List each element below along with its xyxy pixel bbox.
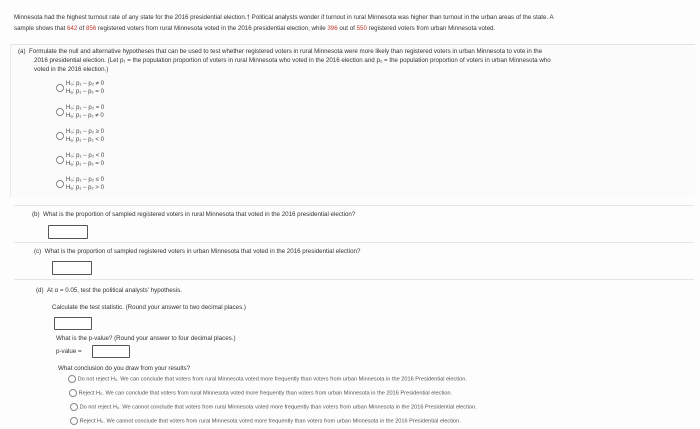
part-a-text: Formulate the null and alternative hypotheses that can be used to test whether registered voters in rural Minnesota were more likely than registered voters in urban Minnesota to vote in the bbox=[29, 48, 543, 55]
radio-button[interactable] bbox=[56, 156, 64, 164]
ha-text: Hₐ: p₁ − p₂ = 0 bbox=[66, 161, 104, 167]
conclusion-text: Do not reject H₀. We can conclude that voters from rural Minnesota voted more frequently than voters from urban Minnesota in the 2016 Presidential election. bbox=[77, 376, 467, 383]
ha-text: Hₐ: p₁ − p₂ < 0 bbox=[66, 137, 104, 143]
radio-button[interactable] bbox=[56, 180, 64, 188]
hypothesis-option-1[interactable] bbox=[56, 80, 104, 96]
radio-button[interactable] bbox=[56, 132, 64, 140]
part-b-question bbox=[32, 211, 355, 218]
test-statistic-input[interactable] bbox=[54, 317, 92, 330]
part-d-intro: At α = 0.05, test the political analysts' hypothesis. bbox=[47, 287, 182, 294]
part-a-question bbox=[18, 47, 551, 74]
part-a-line-2: 2016 presidential election. (Let p₁ = the population proportion of voters in rural Minnesota who voted in the 2016 election and p₂ = the population proportion of voters in urban Minnesota who bbox=[34, 57, 551, 64]
h0-text: H₀: p₁ − p₂ ≤ 0 bbox=[66, 177, 104, 183]
radio-button[interactable] bbox=[68, 375, 76, 383]
ha-text: Hₐ: p₁ − p₂ = 0 bbox=[66, 89, 104, 95]
problem-intro bbox=[14, 12, 554, 34]
conclusion-option-3[interactable] bbox=[70, 403, 477, 411]
intro-line-2 bbox=[14, 23, 554, 34]
divider bbox=[14, 242, 694, 243]
pvalue-prompt: What is the p-value? (Round your answer to four decimal places.) bbox=[56, 335, 236, 342]
test-statistic-prompt: Calculate the test statistic. (Round your answer to two decimal places.) bbox=[52, 304, 246, 311]
intro-text: registered voters from rural Minnesota voted in the 2016 presidential election, while bbox=[96, 25, 328, 32]
hypothesis-option-3[interactable] bbox=[56, 128, 104, 144]
part-c-label: (c) bbox=[34, 248, 42, 255]
radio-button[interactable] bbox=[70, 417, 78, 425]
part-a-label: (a) bbox=[18, 48, 26, 55]
conclusion-prompt: What conclusion do you draw from your results? bbox=[58, 365, 191, 372]
hypothesis-option-4[interactable] bbox=[56, 152, 104, 168]
part-a-line-3: voted in the 2016 election.) bbox=[34, 66, 109, 73]
part-d-question bbox=[36, 287, 182, 294]
radio-button[interactable] bbox=[70, 403, 78, 411]
rural-voted-value: 642 bbox=[66, 25, 78, 32]
urban-total-value: 550 bbox=[356, 25, 367, 32]
intro-text: out of bbox=[337, 25, 357, 32]
part-b-label: (b) bbox=[32, 211, 40, 218]
part-b-text: What is the proportion of sampled registered voters in rural Minnesota that voted in the 2016 presidential election? bbox=[43, 211, 356, 218]
part-c-question bbox=[34, 248, 360, 255]
conclusion-option-2[interactable] bbox=[69, 389, 452, 397]
pvalue-label: p-value = bbox=[56, 348, 82, 355]
conclusion-text: Do not reject H₀. We cannot conclude that voters from rural Minnesota voted more frequently than voters from urban Minnesota in the 2016 Presidential election. bbox=[79, 404, 477, 411]
intro-line-1: Minnesota had the highest turnout rate of any state for the 2016 presidential election.† Political analysts wonder if turnout in rural Minnesota was higher than turnout in the urban areas of the state. A bbox=[14, 14, 554, 21]
conclusion-option-4[interactable] bbox=[70, 417, 461, 425]
part-a-line-1 bbox=[18, 47, 551, 56]
ha-text: Hₐ: p₁ − p₂ ≠ 0 bbox=[66, 113, 104, 119]
urban-voted-value: 396 bbox=[327, 25, 338, 32]
hypothesis-option-5[interactable] bbox=[56, 176, 104, 192]
conclusion-option-1[interactable] bbox=[68, 375, 467, 383]
h0-text: H₀: p₁ − p₂ ≠ 0 bbox=[66, 81, 104, 87]
conclusion-text: Reject H₀. We cannot conclude that voters from rural Minnesota voted more frequently than voters from urban Minnesota in the 2016 Presidential election. bbox=[79, 418, 461, 425]
hypothesis-option-2[interactable] bbox=[56, 104, 104, 120]
intro-text: registered voters from urban Minnesota voted. bbox=[366, 25, 496, 32]
ha-text: Hₐ: p₁ − p₂ > 0 bbox=[66, 185, 104, 191]
intro-text: sample shows that bbox=[14, 25, 67, 32]
h0-text: H₀: p₁ − p₂ ≥ 0 bbox=[66, 129, 104, 135]
part-d-label: (d) bbox=[36, 287, 44, 294]
divider bbox=[14, 279, 694, 280]
part-c-answer-input[interactable] bbox=[52, 261, 92, 275]
pvalue-input[interactable] bbox=[92, 345, 130, 358]
conclusion-text: Reject H₀. We can conclude that voters from rural Minnesota voted more frequently than voters from urban Minnesota in the 2016 Presidential election. bbox=[78, 390, 453, 397]
h0-text: H₀: p₁ − p₂ = 0 bbox=[66, 105, 105, 111]
intro-text: of bbox=[77, 25, 86, 32]
part-c-text: What is the proportion of sampled registered voters in urban Minnesota that voted in the 2016 presidential election? bbox=[44, 248, 361, 255]
rural-total-value: 856 bbox=[85, 25, 97, 32]
part-b-answer-input[interactable] bbox=[48, 225, 88, 239]
radio-button[interactable] bbox=[69, 389, 77, 397]
divider bbox=[14, 205, 694, 206]
radio-button[interactable] bbox=[56, 84, 64, 92]
radio-button[interactable] bbox=[56, 108, 64, 116]
h0-text: H₀: p₁ − p₂ < 0 bbox=[66, 153, 105, 159]
